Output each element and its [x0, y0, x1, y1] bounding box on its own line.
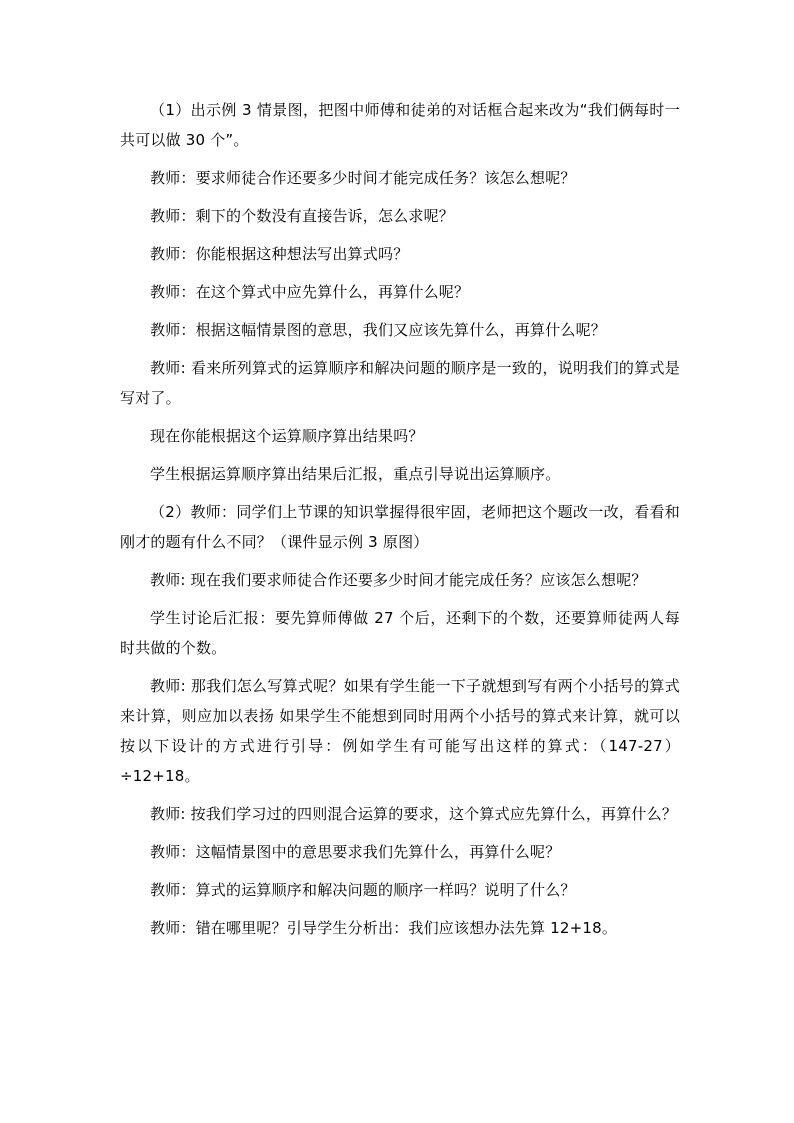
- paragraph-12: 学生讨论后汇报：要先算师傅做 27 个后，还剩下的个数，还要算师徒两人每时共做的个数。: [120, 609, 680, 657]
- paragraph-4: 教师：你能根据这种想法写出算式吗？: [150, 245, 409, 263]
- paragraph-2: 教师：要求师徒合作还要多少时间才能完成任务？该怎么想呢？: [150, 169, 576, 187]
- paragraph-16: 教师：算式的运算顺序和解决问题的顺序一样吗？说明了什么？: [150, 881, 576, 899]
- paragraph-8: 现在你能根据这个运算顺序算出结果吗？: [150, 427, 424, 445]
- paragraph-3: 教师：剩下的个数没有直接告诉，怎么求呢？: [150, 207, 455, 225]
- paragraph-6: 教师：根据这幅情景图的意思，我们又应该先算什么，再算什么呢？: [150, 321, 607, 339]
- paragraph-5: 教师：在这个算式中应先算什么，再算什么呢？: [150, 283, 470, 301]
- paragraph-1: （1）出示例 3 情景图，把图中师傅和徒弟的对话框合起来改为“我们俩每时一共可以做 30 个”。: [120, 101, 680, 149]
- paragraph-13: 教师: 那我们怎么写算式呢？如果有学生能一下子就想到写有两个小括号的算式来计算，则应加以表扬 如果学生不能想到同时用两个小括号的算式来计算，就可以按以下设计的方式进行引导：例如学生有可能写出这样的算式：（147-27）÷12+18。: [120, 677, 680, 785]
- paragraph-14: 教师: 按我们学习过的四则混合运算的要求，这个算式应先算什么，再算什么？: [150, 805, 678, 823]
- paragraph-9: 学生根据运算顺序算出结果后汇报，重点引导说出运算顺序。: [150, 465, 561, 483]
- paragraph-17: 教师：错在哪里呢？引导学生分析出：我们应该想办法先算 12+18。: [150, 919, 618, 937]
- paragraph-7: 教师: 看来所列算式的运算顺序和解决问题的顺序是一致的，说明我们的算式是写对了。: [120, 359, 680, 407]
- document-body: [120, 95, 680, 951]
- paragraph-10: （2）教师：同学们上节课的知识掌握得很牢固，老师把这个题改一改，看看和刚才的题有什么不同？（课件显示例 3 原图）: [120, 503, 680, 551]
- paragraph-15: 教师：这幅情景图中的意思要求我们先算什么，再算什么呢？: [150, 843, 561, 861]
- paragraph-11: 教师: 现在我们要求师徒合作还要多少时间才能完成任务？应该怎么想呢？: [150, 571, 647, 589]
